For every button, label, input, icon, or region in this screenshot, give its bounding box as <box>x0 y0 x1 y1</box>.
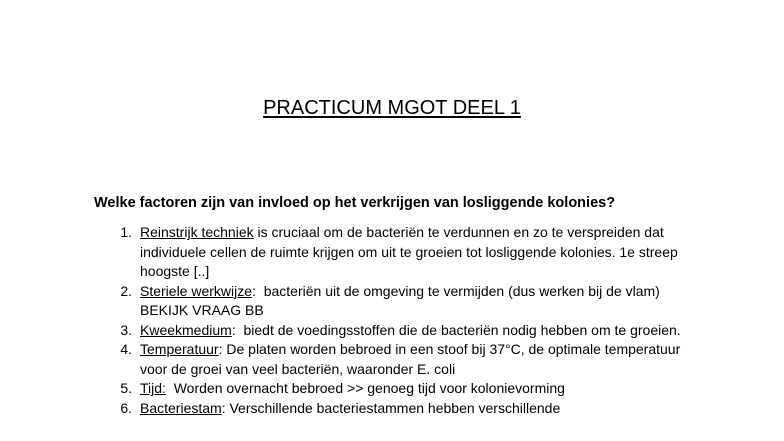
list-number: 3. <box>120 321 132 338</box>
question-heading: Welke factoren zijn van invloed op het verkrijgen van losliggende kolonies? <box>94 195 616 211</box>
factor-description: De platen worden bebroed in een stoof bij 37°C, de optimale temperatuur voor de groei van veel bacteriën, waaronder E. coli <box>140 341 681 377</box>
term-separator: : <box>221 399 230 416</box>
factor-term: Bacteriestam <box>140 399 222 416</box>
list-number: 2. <box>120 282 132 299</box>
term-separator: : <box>252 282 264 299</box>
factor-term: Steriele werkwijze <box>140 282 253 299</box>
list-number: 4. <box>120 341 132 357</box>
list-item <box>110 282 700 321</box>
term-separator: : <box>231 321 244 338</box>
page-title: PRACTICUM MGOT DEEL 1 <box>263 97 521 119</box>
factor-term: Kweekmedium <box>140 321 232 338</box>
list-item <box>110 379 700 399</box>
factor-term: Temperatuur <box>140 341 219 357</box>
factor-description: Worden overnacht bebroed >> genoeg tijd voor kolonievorming <box>173 380 565 396</box>
list-number: 5. <box>120 380 132 396</box>
factor-description: Verschillende bacteriestammen hebben verschillende <box>229 399 561 416</box>
factor-description: bacteriën uit de omgeving te vermijden (dus werken bij de vlam) BEKIJK VRAAG BB <box>140 282 660 318</box>
factor-term: Reinstrijk techniek <box>140 224 254 240</box>
list-number: 1. <box>120 224 132 240</box>
factor-description: is cruciaal om de bacteriën te verdunnen en zo te verspreiden dat individuele cellen de ruimte krijgen om uit te groeien tot losliggende kolonies. 1e streep hoogste [..] <box>140 224 678 279</box>
factor-term: Tijd: <box>140 380 166 396</box>
term-separator <box>166 380 174 396</box>
factor-description: biedt de voedingsstoffen die de bacteriën nodig hebben om te groeien. <box>243 321 681 338</box>
term-separator: : <box>218 341 227 357</box>
list-number: 6. <box>120 399 132 416</box>
list-item <box>110 223 700 282</box>
list-item <box>110 321 700 341</box>
list-item <box>110 399 700 419</box>
list-item <box>110 340 700 379</box>
factor-list <box>110 223 700 418</box>
